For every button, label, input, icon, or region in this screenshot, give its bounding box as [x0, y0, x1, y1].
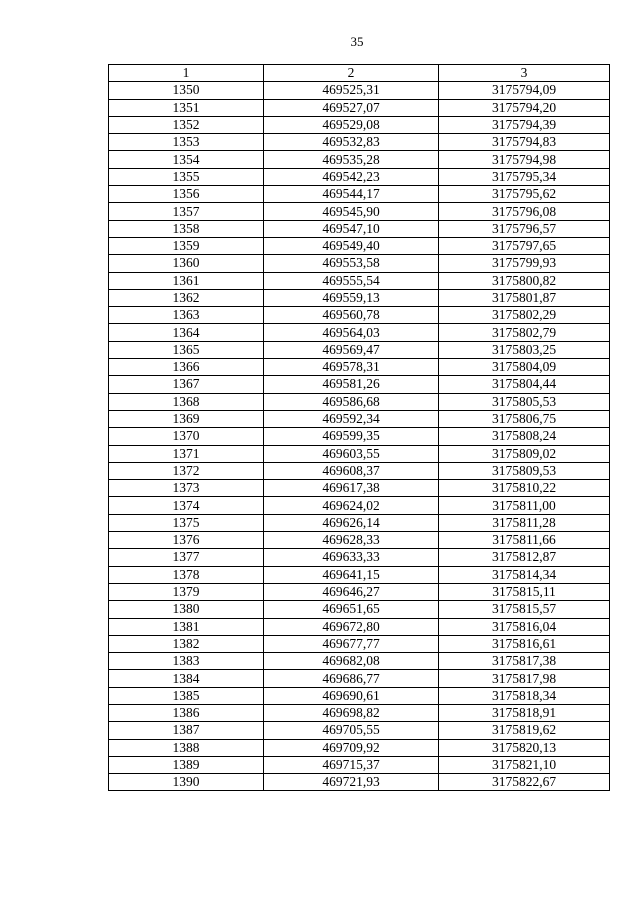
y-coordinate-cell: 3175801,87: [439, 289, 610, 306]
y-coordinate-cell: 3175815,57: [439, 601, 610, 618]
table-row: [109, 134, 610, 151]
y-coordinate-cell: 3175816,04: [439, 618, 610, 635]
x-coordinate-cell: 469715,37: [264, 756, 439, 773]
table-row: [109, 601, 610, 618]
y-coordinate-cell: 3175811,00: [439, 497, 610, 514]
y-coordinate-cell: 3175816,61: [439, 635, 610, 652]
x-coordinate-cell: 469690,61: [264, 687, 439, 704]
point-number-cell: 1361: [109, 272, 264, 289]
x-coordinate-cell: 469721,93: [264, 774, 439, 791]
y-coordinate-cell: 3175808,24: [439, 428, 610, 445]
x-coordinate-cell: 469624,02: [264, 497, 439, 514]
table-row: [109, 618, 610, 635]
x-coordinate-cell: 469560,78: [264, 307, 439, 324]
point-number-cell: 1373: [109, 480, 264, 497]
point-number-cell: 1387: [109, 722, 264, 739]
x-coordinate-cell: 469633,33: [264, 549, 439, 566]
point-number-cell: 1388: [109, 739, 264, 756]
y-coordinate-cell: 3175794,20: [439, 99, 610, 116]
x-coordinate-cell: 469628,33: [264, 532, 439, 549]
point-number-cell: 1350: [109, 82, 264, 99]
y-coordinate-cell: 3175797,65: [439, 237, 610, 254]
x-coordinate-cell: 469705,55: [264, 722, 439, 739]
x-coordinate-cell: 469682,08: [264, 653, 439, 670]
y-coordinate-cell: 3175811,66: [439, 532, 610, 549]
table-row: [109, 566, 610, 583]
table-header-row: [109, 65, 610, 82]
point-number-cell: 1375: [109, 514, 264, 531]
y-coordinate-cell: 3175812,87: [439, 549, 610, 566]
table-row: [109, 480, 610, 497]
point-number-cell: 1380: [109, 601, 264, 618]
y-coordinate-cell: 3175799,93: [439, 255, 610, 272]
y-coordinate-cell: 3175818,91: [439, 704, 610, 721]
point-number-cell: 1372: [109, 462, 264, 479]
point-number-cell: 1359: [109, 237, 264, 254]
page-number: 35: [350, 34, 364, 49]
table-row: [109, 583, 610, 600]
y-coordinate-cell: 3175817,98: [439, 670, 610, 687]
y-coordinate-cell: 3175795,62: [439, 186, 610, 203]
table-row: [109, 635, 610, 652]
x-coordinate-cell: 469549,40: [264, 237, 439, 254]
point-number-cell: 1367: [109, 376, 264, 393]
table-row: [109, 774, 610, 791]
point-number-cell: 1384: [109, 670, 264, 687]
y-coordinate-cell: 3175822,67: [439, 774, 610, 791]
x-coordinate-cell: 469578,31: [264, 359, 439, 376]
y-coordinate-cell: 3175820,13: [439, 739, 610, 756]
y-coordinate-cell: 3175804,09: [439, 359, 610, 376]
x-coordinate-cell: 469547,10: [264, 220, 439, 237]
point-number-cell: 1366: [109, 359, 264, 376]
point-number-cell: 1374: [109, 497, 264, 514]
y-coordinate-cell: 3175806,75: [439, 410, 610, 427]
table-row: [109, 687, 610, 704]
y-coordinate-cell: 3175800,82: [439, 272, 610, 289]
table-row: [109, 272, 610, 289]
y-coordinate-cell: 3175794,98: [439, 151, 610, 168]
table-row: [109, 186, 610, 203]
point-number-cell: 1378: [109, 566, 264, 583]
x-coordinate-cell: 469592,34: [264, 410, 439, 427]
x-coordinate-cell: 469686,77: [264, 670, 439, 687]
table-row: [109, 445, 610, 462]
point-number-cell: 1362: [109, 289, 264, 306]
point-number-cell: 1365: [109, 341, 264, 358]
x-coordinate-cell: 469532,83: [264, 134, 439, 151]
point-number-cell: 1354: [109, 151, 264, 168]
point-number-cell: 1353: [109, 134, 264, 151]
column-header-1: 1: [109, 65, 264, 82]
y-coordinate-cell: 3175794,09: [439, 82, 610, 99]
y-coordinate-cell: 3175819,62: [439, 722, 610, 739]
x-coordinate-cell: 469672,80: [264, 618, 439, 635]
table-row: [109, 428, 610, 445]
y-coordinate-cell: 3175809,53: [439, 462, 610, 479]
y-coordinate-cell: 3175818,34: [439, 687, 610, 704]
x-coordinate-cell: 469544,17: [264, 186, 439, 203]
point-number-cell: 1357: [109, 203, 264, 220]
x-coordinate-cell: 469651,65: [264, 601, 439, 618]
y-coordinate-cell: 3175805,53: [439, 393, 610, 410]
x-coordinate-cell: 469555,54: [264, 272, 439, 289]
table-row: [109, 653, 610, 670]
table-row: [109, 359, 610, 376]
x-coordinate-cell: 469542,23: [264, 168, 439, 185]
y-coordinate-cell: 3175795,34: [439, 168, 610, 185]
table-row: [109, 255, 610, 272]
point-number-cell: 1368: [109, 393, 264, 410]
table-row: [109, 220, 610, 237]
table-row: [109, 462, 610, 479]
point-number-cell: 1381: [109, 618, 264, 635]
table-row: [109, 99, 610, 116]
point-number-cell: 1386: [109, 704, 264, 721]
table-row: [109, 549, 610, 566]
x-coordinate-cell: 469599,35: [264, 428, 439, 445]
coordinates-table: [108, 64, 610, 791]
x-coordinate-cell: 469553,58: [264, 255, 439, 272]
point-number-cell: 1379: [109, 583, 264, 600]
table-row: [109, 722, 610, 739]
point-number-cell: 1358: [109, 220, 264, 237]
y-coordinate-cell: 3175809,02: [439, 445, 610, 462]
x-coordinate-cell: 469525,31: [264, 82, 439, 99]
table-row: [109, 341, 610, 358]
point-number-cell: 1370: [109, 428, 264, 445]
table-row: [109, 670, 610, 687]
x-coordinate-cell: 469527,07: [264, 99, 439, 116]
x-coordinate-cell: 469641,15: [264, 566, 439, 583]
x-coordinate-cell: 469586,68: [264, 393, 439, 410]
table-row: [109, 168, 610, 185]
point-number-cell: 1364: [109, 324, 264, 341]
point-number-cell: 1377: [109, 549, 264, 566]
column-header-3: 3: [439, 65, 610, 82]
y-coordinate-cell: 3175794,39: [439, 116, 610, 133]
point-number-cell: 1369: [109, 410, 264, 427]
column-header-2: 2: [264, 65, 439, 82]
y-coordinate-cell: 3175796,08: [439, 203, 610, 220]
x-coordinate-cell: 469545,90: [264, 203, 439, 220]
x-coordinate-cell: 469646,27: [264, 583, 439, 600]
table-row: [109, 237, 610, 254]
table-row: [109, 307, 610, 324]
y-coordinate-cell: 3175794,83: [439, 134, 610, 151]
y-coordinate-cell: 3175814,34: [439, 566, 610, 583]
x-coordinate-cell: 469569,47: [264, 341, 439, 358]
table-row: [109, 410, 610, 427]
y-coordinate-cell: 3175821,10: [439, 756, 610, 773]
point-number-cell: 1371: [109, 445, 264, 462]
x-coordinate-cell: 469603,55: [264, 445, 439, 462]
y-coordinate-cell: 3175815,11: [439, 583, 610, 600]
table-row: [109, 756, 610, 773]
x-coordinate-cell: 469581,26: [264, 376, 439, 393]
point-number-cell: 1390: [109, 774, 264, 791]
table-row: [109, 116, 610, 133]
x-coordinate-cell: 469698,82: [264, 704, 439, 721]
y-coordinate-cell: 3175810,22: [439, 480, 610, 497]
x-coordinate-cell: 469709,92: [264, 739, 439, 756]
point-number-cell: 1382: [109, 635, 264, 652]
point-number-cell: 1352: [109, 116, 264, 133]
x-coordinate-cell: 469529,08: [264, 116, 439, 133]
y-coordinate-cell: 3175817,38: [439, 653, 610, 670]
table-row: [109, 497, 610, 514]
table-row: [109, 324, 610, 341]
point-number-cell: 1356: [109, 186, 264, 203]
point-number-cell: 1389: [109, 756, 264, 773]
y-coordinate-cell: 3175796,57: [439, 220, 610, 237]
table-row: [109, 82, 610, 99]
table-row: [109, 376, 610, 393]
point-number-cell: 1376: [109, 532, 264, 549]
point-number-cell: 1363: [109, 307, 264, 324]
x-coordinate-cell: 469564,03: [264, 324, 439, 341]
table-row: [109, 151, 610, 168]
table-row: [109, 739, 610, 756]
table-body: [109, 82, 610, 791]
x-coordinate-cell: 469626,14: [264, 514, 439, 531]
x-coordinate-cell: 469617,38: [264, 480, 439, 497]
x-coordinate-cell: 469608,37: [264, 462, 439, 479]
y-coordinate-cell: 3175811,28: [439, 514, 610, 531]
y-coordinate-cell: 3175803,25: [439, 341, 610, 358]
point-number-cell: 1360: [109, 255, 264, 272]
table-row: [109, 393, 610, 410]
y-coordinate-cell: 3175802,79: [439, 324, 610, 341]
table-row: [109, 532, 610, 549]
table-row: [109, 203, 610, 220]
table-row: [109, 704, 610, 721]
table-row: [109, 514, 610, 531]
point-number-cell: 1355: [109, 168, 264, 185]
point-number-cell: 1383: [109, 653, 264, 670]
y-coordinate-cell: 3175802,29: [439, 307, 610, 324]
point-number-cell: 1385: [109, 687, 264, 704]
x-coordinate-cell: 469677,77: [264, 635, 439, 652]
x-coordinate-cell: 469535,28: [264, 151, 439, 168]
point-number-cell: 1351: [109, 99, 264, 116]
y-coordinate-cell: 3175804,44: [439, 376, 610, 393]
table-row: [109, 289, 610, 306]
x-coordinate-cell: 469559,13: [264, 289, 439, 306]
